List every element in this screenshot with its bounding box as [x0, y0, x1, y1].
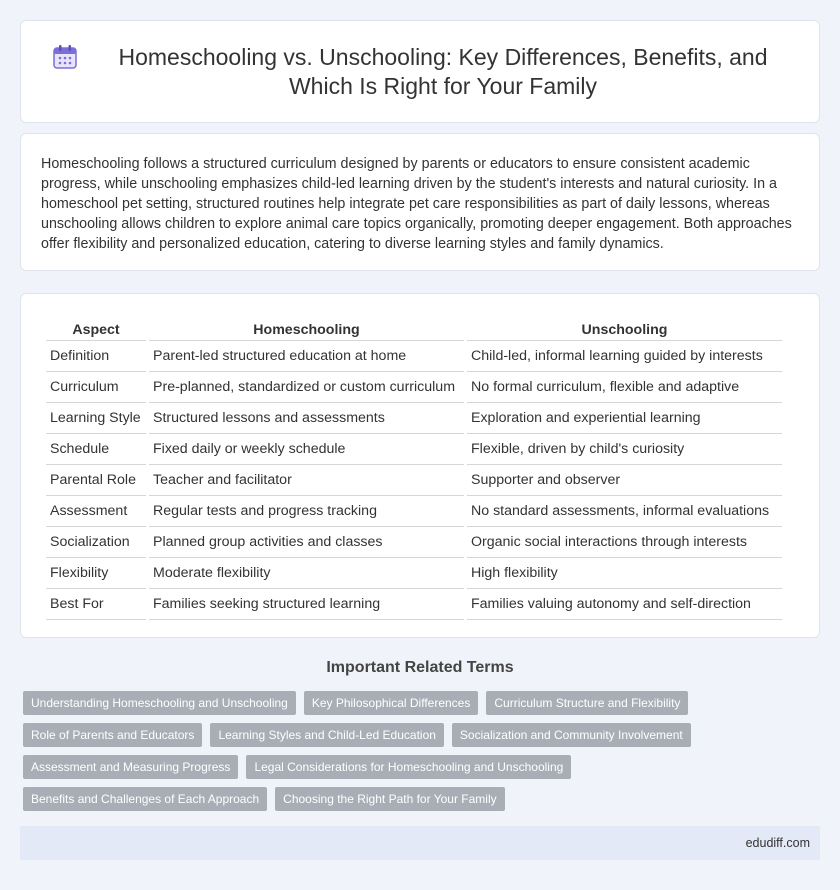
tag-row: [23, 691, 723, 715]
unschooling-cell: High flexibility: [467, 558, 782, 589]
homeschooling-cell: Fixed daily or weekly schedule: [149, 434, 464, 465]
tag-row: [23, 755, 723, 779]
aspect-cell: Socialization: [46, 527, 146, 558]
homeschooling-cell: Planned group activities and classes: [149, 527, 464, 558]
homeschooling-cell: Pre-planned, standardized or custom curriculum: [149, 372, 464, 403]
unschooling-cell: Families valuing autonomy and self-direction: [467, 589, 782, 620]
aspect-cell: Curriculum: [46, 372, 146, 403]
comparison-card: [20, 293, 820, 638]
footer: [20, 826, 820, 860]
related-term-tag[interactable]: Legal Considerations for Homeschooling and Unschooling: [246, 755, 571, 779]
table-header-row: [46, 316, 782, 341]
table-row: [46, 496, 782, 527]
unschooling-cell: Organic social interactions through interests: [467, 527, 782, 558]
aspect-cell: Flexibility: [46, 558, 146, 589]
header-homeschooling: Homeschooling: [149, 316, 464, 341]
related-term-tag[interactable]: Learning Styles and Child-Led Education: [210, 723, 443, 747]
table-row: [46, 465, 782, 496]
unschooling-cell: No formal curriculum, flexible and adaptive: [467, 372, 782, 403]
table-row: [46, 527, 782, 558]
header-aspect: Aspect: [46, 316, 146, 341]
homeschooling-cell: Structured lessons and assessments: [149, 403, 464, 434]
table-row: [46, 589, 782, 620]
comparison-table: [43, 316, 785, 620]
unschooling-cell: Exploration and experiential learning: [467, 403, 782, 434]
unschooling-cell: No standard assessments, informal evaluations: [467, 496, 782, 527]
homeschooling-cell: Parent-led structured education at home: [149, 341, 464, 372]
table-row: [46, 372, 782, 403]
homeschooling-cell: Moderate flexibility: [149, 558, 464, 589]
related-term-tag[interactable]: Role of Parents and Educators: [23, 723, 202, 747]
related-term-tag[interactable]: Socialization and Community Involvement: [452, 723, 691, 747]
unschooling-cell: Child-led, informal learning guided by interests: [467, 341, 782, 372]
unschooling-cell: Supporter and observer: [467, 465, 782, 496]
table-row: [46, 403, 782, 434]
related-terms-heading: Important Related Terms: [326, 659, 514, 676]
title-card: [20, 20, 820, 123]
header-unschooling: Unschooling: [467, 316, 782, 341]
aspect-cell: Parental Role: [46, 465, 146, 496]
tag-row: [23, 723, 723, 747]
table-row: [46, 341, 782, 372]
intro-card: [20, 133, 820, 271]
homeschooling-cell: Families seeking structured learning: [149, 589, 464, 620]
aspect-cell: Learning Style: [46, 403, 146, 434]
aspect-cell: Assessment: [46, 496, 146, 527]
unschooling-cell: Flexible, driven by child's curiosity: [467, 434, 782, 465]
aspect-cell: Schedule: [46, 434, 146, 465]
related-term-tag[interactable]: Key Philosophical Differences: [304, 691, 479, 715]
aspect-cell: Best For: [46, 589, 146, 620]
related-term-tag[interactable]: Curriculum Structure and Flexibility: [486, 691, 688, 715]
table-row: [46, 434, 782, 465]
homeschooling-cell: Regular tests and progress tracking: [149, 496, 464, 527]
related-term-tag[interactable]: Understanding Homeschooling and Unschooling: [23, 691, 296, 715]
related-term-tag[interactable]: Choosing the Right Path for Your Family: [275, 787, 504, 811]
footer-site-name[interactable]: edudiff.com: [745, 836, 810, 850]
homeschooling-cell: Teacher and facilitator: [149, 465, 464, 496]
calendar-icon: [51, 43, 79, 71]
aspect-cell: Definition: [46, 341, 146, 372]
page-title: Homeschooling vs. Unschooling: Key Differences, Benefits, and Which Is Right for Your Family: [118, 43, 768, 99]
intro-paragraph: Homeschooling follows a structured curriculum designed by parents or educators to ensure consistent academic progress, while unschooling emphasizes child-led learning driven by the student's interests and natural curiosity. In a homeschool pet setting, structured routines help integrate pet care responsibilities as part of daily lessons, whereas unschooling allows children to explore animal care topics organically, promoting deeper engagement. Both approaches offer flexibility and personalized education, catering to diverse learning styles and family dynamics.: [41, 156, 792, 252]
related-term-tag[interactable]: Assessment and Measuring Progress: [23, 755, 238, 779]
related-terms-list: [23, 691, 723, 819]
table-row: [46, 558, 782, 589]
related-term-tag[interactable]: Benefits and Challenges of Each Approach: [23, 787, 267, 811]
tag-row: [23, 787, 723, 811]
